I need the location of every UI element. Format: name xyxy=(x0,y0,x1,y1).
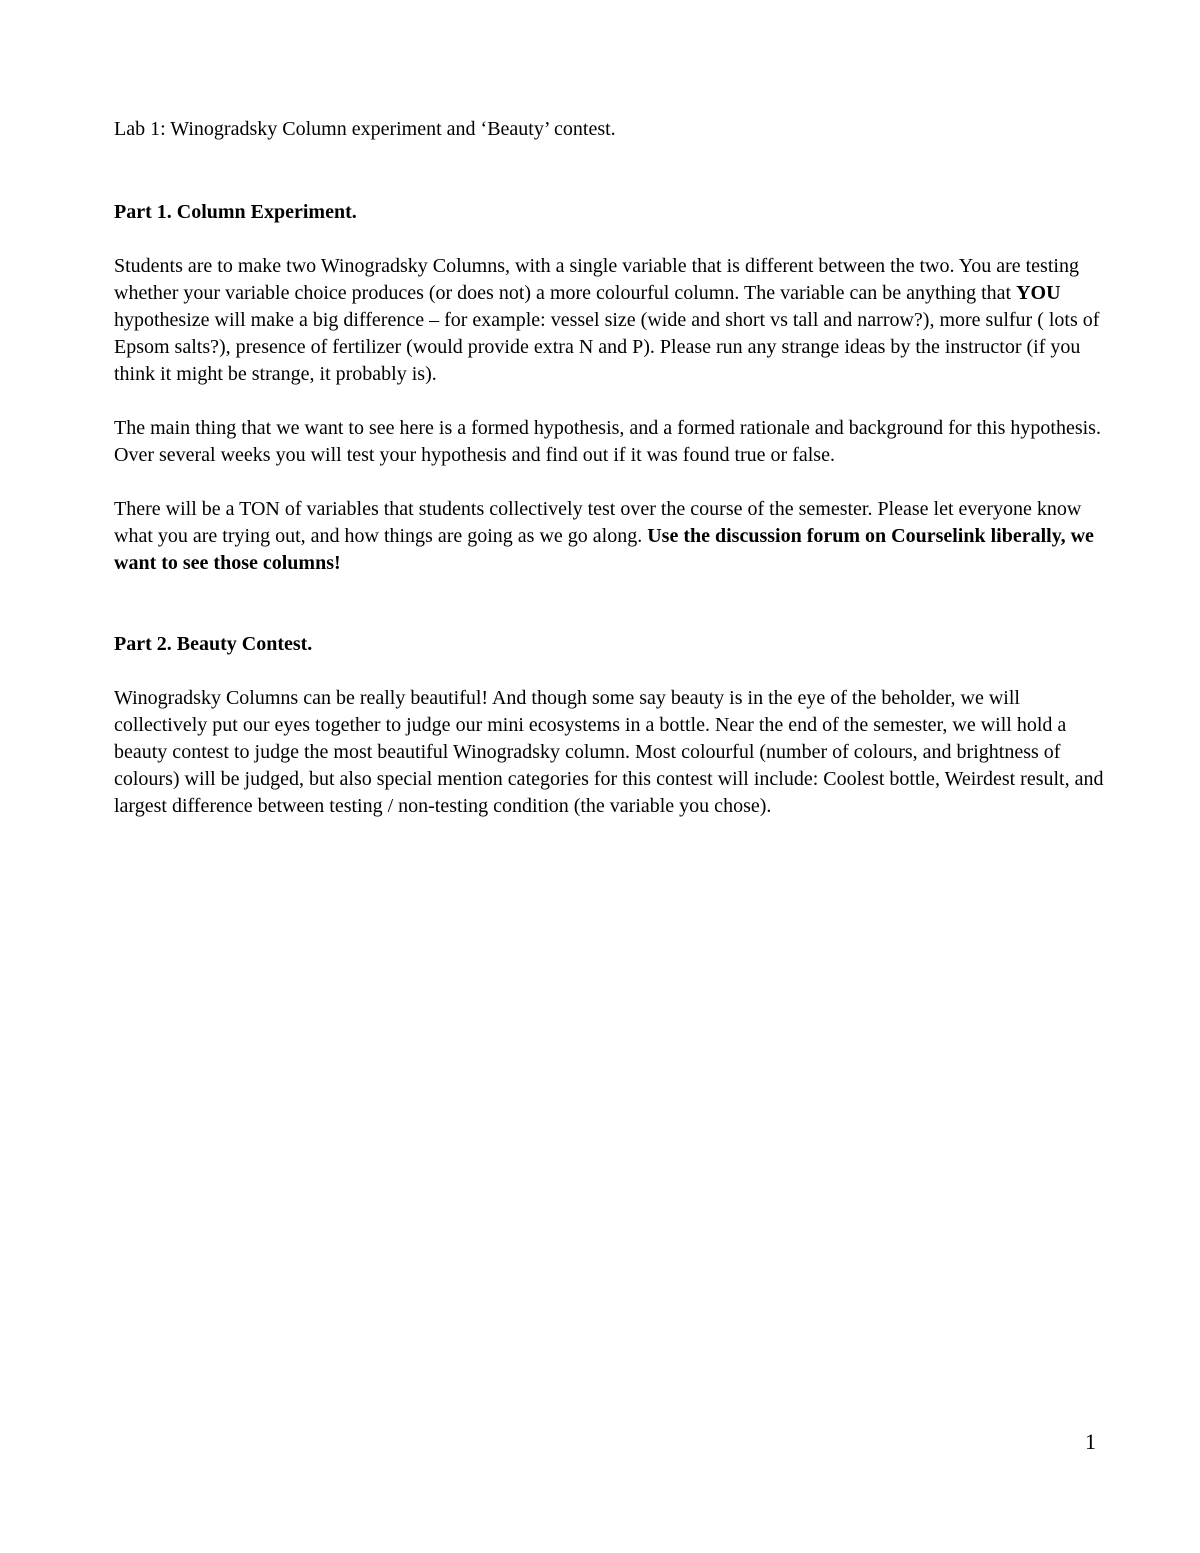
document-title: Lab 1: Winogradsky Column experiment and ‘Beauty’ contest. xyxy=(114,118,616,140)
part1-paragraph-1-bold: YOU xyxy=(1016,282,1061,304)
part1-paragraph-1 xyxy=(114,253,1114,388)
part1-paragraph-2: The main thing that we want to see here is a formed hypothesis, and a formed rationale and background for this hypothesis. Over several weeks you will test your hypothesis and find out if it was found true or false. xyxy=(114,417,1101,466)
part1-heading: Part 1. Column Experiment. xyxy=(114,201,357,223)
part1-paragraph-1-text-a: Students are to make two Winogradsky Columns, with a single variable that is different between the two. You are testing whether your variable choice produces (or does not) a more colourful column. The variable can be anything that xyxy=(114,255,1079,304)
document-body xyxy=(114,116,1114,820)
part1-section xyxy=(114,199,1114,577)
part1-paragraph-3-text: There will be a TON of variables that students collectively test over the course of the semester. Please let everyone know what you are trying out, and how things are going as we go along. xyxy=(114,498,1082,547)
part2-heading: Part 2. Beauty Contest. xyxy=(114,633,313,655)
part1-paragraph-3-bold: Use the discussion forum on Courselink liberally, we want to see those columns! xyxy=(114,525,1094,574)
page-number: 1 xyxy=(1085,1429,1096,1454)
part2-section xyxy=(114,631,1114,820)
part2-paragraph-1: Winogradsky Columns can be really beautiful! And though some say beauty is in the eye of the beholder, we will collectively put our eyes together to judge our mini ecosystems in a bottle. Near the end of the semester, we will hold a beauty contest to judge the most beautiful Winogradsky column. Most colourful (number of colours, and brightness of colours) will be judged, but also special mention categories for this contest will include: Coolest bottle, Weirdest result, and largest difference between testing / non-testing condition (the variable you chose). xyxy=(114,687,1104,817)
part1-paragraph-1-text-b: hypothesize will make a big difference – for example: vessel size (wide and short vs tall and narrow?), more sulfur ( lots of Epsom salts?), presence of fertilizer (would provide extra N and P). Please run any strange ideas by the instructor (if you think it might be strange, it probably is). xyxy=(114,309,1100,385)
part1-paragraph-3 xyxy=(114,496,1114,577)
